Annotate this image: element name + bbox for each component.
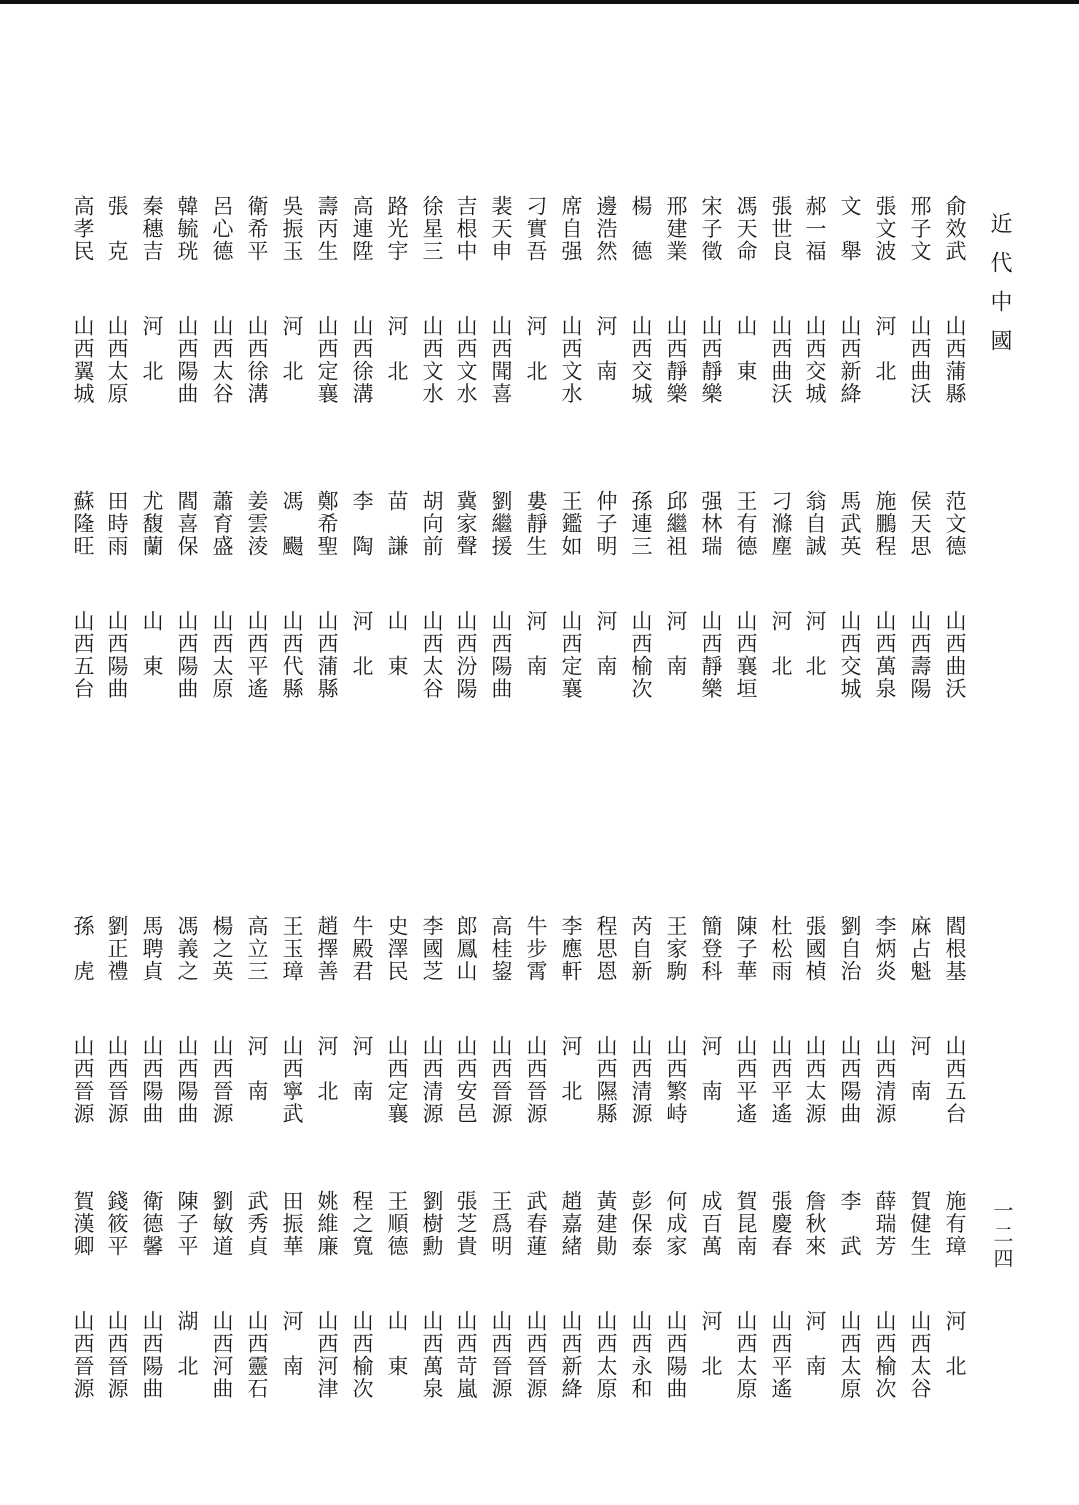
person-name: 張慶春: [769, 1190, 793, 1258]
person-name: 胡向前: [420, 490, 444, 558]
person-origin: 山西平遙: [734, 1035, 758, 1125]
person-origin: 河 南: [664, 610, 688, 678]
person-origin: 山西靜樂: [699, 315, 723, 405]
person-origin: 河 北: [943, 1310, 967, 1378]
person-name: 高立三: [245, 915, 269, 983]
person-origin: 山西襄垣: [734, 610, 758, 700]
person-name: 裴天申: [489, 195, 513, 263]
person-name: 陳子華: [734, 915, 758, 983]
person-name: 邢子文: [908, 195, 932, 263]
person-name: 王有德: [734, 490, 758, 558]
person-name: 麻占魁: [908, 915, 932, 983]
person-name: 刁滌塵: [769, 490, 793, 558]
person-origin: 山西隰縣: [594, 1035, 618, 1125]
person-origin: 山西五台: [943, 1035, 967, 1125]
person-name: 刁實吾: [524, 195, 548, 263]
person-origin: 山西太谷: [908, 1310, 932, 1400]
person-origin: 山西徐溝: [245, 315, 269, 405]
person-name: 高孝民: [71, 195, 95, 263]
person-name: 韓毓珖: [175, 195, 199, 263]
person-name: 田振華: [280, 1190, 304, 1258]
person-origin: 山西陽曲: [664, 1310, 688, 1400]
person-name: 劉自治: [838, 915, 862, 983]
person-origin: 山西靈石: [245, 1310, 269, 1400]
person-origin: 山西榆次: [629, 610, 653, 700]
person-origin: 河 北: [769, 610, 793, 678]
person-name: 孫連三: [629, 490, 653, 558]
person-origin: 山西文水: [454, 315, 478, 405]
person-origin: 山西太谷: [420, 610, 444, 700]
person-name: 楊之英: [210, 915, 234, 983]
person-origin: 山西晉源: [105, 1310, 129, 1400]
person-origin: 山西晉源: [210, 1035, 234, 1125]
person-origin: 山西平遙: [769, 1035, 793, 1125]
person-origin: 山西壽陽: [908, 610, 932, 700]
person-origin: 山西陽曲: [175, 315, 199, 405]
person-origin: 山西太原: [105, 315, 129, 405]
person-origin: 河 北: [559, 1035, 583, 1103]
person-origin: 山西徐溝: [350, 315, 374, 405]
person-origin: 山西陽曲: [140, 1310, 164, 1400]
person-origin: 山西交城: [629, 315, 653, 405]
person-origin: 山西陽曲: [105, 610, 129, 700]
running-header: 近代中國: [987, 212, 1012, 368]
person-origin: 山西晉源: [71, 1035, 95, 1125]
person-name: 馮 颺: [280, 490, 304, 558]
person-name: 蘇隆旺: [71, 490, 95, 558]
person-origin: 山西文水: [559, 315, 583, 405]
person-origin: 河 南: [594, 315, 618, 383]
person-origin: 山西陽曲: [489, 610, 513, 700]
person-name: 詹秋來: [803, 1190, 827, 1258]
person-name: 秦穗吉: [140, 195, 164, 263]
person-name: 翁自誠: [803, 490, 827, 558]
person-origin: 山西繁峙: [664, 1035, 688, 1125]
person-origin: 山西萬泉: [420, 1310, 444, 1400]
person-name: 田時雨: [105, 490, 129, 558]
person-name: 張國楨: [803, 915, 827, 983]
person-origin: 山西新絳: [838, 315, 862, 405]
person-name: 席自强: [559, 195, 583, 263]
person-name: 王鑑如: [559, 490, 583, 558]
person-origin: 山西交城: [803, 315, 827, 405]
person-origin: 河 北: [140, 315, 164, 383]
person-name: 李國芝: [420, 915, 444, 983]
person-origin: 湖 北: [175, 1310, 199, 1378]
person-name: 馬武英: [838, 490, 862, 558]
person-name: 蕭育盛: [210, 490, 234, 558]
person-origin: 河 北: [803, 610, 827, 678]
person-name: 張芝貴: [454, 1190, 478, 1258]
person-name: 路光宇: [385, 195, 409, 263]
person-name: 張文波: [873, 195, 897, 263]
page-number: 一二四: [990, 1200, 1014, 1272]
person-origin: 河 北: [280, 315, 304, 383]
person-name: 施鵬程: [873, 490, 897, 558]
person-origin: 河 北: [524, 315, 548, 383]
person-origin: 河 南: [350, 1035, 374, 1103]
top-border-rule: [0, 0, 1079, 4]
person-name: 仲子明: [594, 490, 618, 558]
person-origin: 山西太谷: [210, 315, 234, 405]
person-name: 馮天命: [734, 195, 758, 263]
person-origin: 山西平遙: [245, 610, 269, 700]
person-name: 劉正禮: [105, 915, 129, 983]
person-origin: 山 東: [385, 610, 409, 678]
person-name: 馮義之: [175, 915, 199, 983]
person-origin: 山 東: [385, 1310, 409, 1378]
person-name: 文 舉: [838, 195, 862, 263]
person-origin: 山西平遙: [769, 1310, 793, 1400]
person-name: 吳振玉: [280, 195, 304, 263]
person-name: 賀昆南: [734, 1190, 758, 1258]
person-origin: 山西聞喜: [489, 315, 513, 405]
person-name: 婁靜生: [524, 490, 548, 558]
person-origin: 山西陽曲: [175, 610, 199, 700]
person-name: 武春蓮: [524, 1190, 548, 1258]
person-origin: 山西清源: [629, 1035, 653, 1125]
person-origin: 山西永和: [629, 1310, 653, 1400]
person-origin: 河 北: [350, 610, 374, 678]
person-name: 李 武: [838, 1190, 862, 1258]
person-origin: 山西定襄: [315, 315, 339, 405]
person-origin: 山 東: [140, 610, 164, 678]
person-name: 衛德馨: [140, 1190, 164, 1258]
person-origin: 山西代縣: [280, 610, 304, 700]
person-origin: 山西清源: [873, 1035, 897, 1125]
person-name: 高桂鋆: [489, 915, 513, 983]
person-origin: 河 南: [803, 1310, 827, 1378]
person-name: 李炳炎: [873, 915, 897, 983]
person-name: 趙嘉緒: [559, 1190, 583, 1258]
person-origin: 山西晉源: [489, 1310, 513, 1400]
person-origin: 山西陽曲: [838, 1035, 862, 1125]
person-origin: 山西汾陽: [454, 610, 478, 700]
person-name: 姜雲淩: [245, 490, 269, 558]
person-origin: 河 南: [908, 1035, 932, 1103]
person-origin: 河 南: [524, 610, 548, 678]
person-name: 張 克: [105, 195, 129, 263]
person-name: 閻根基: [943, 915, 967, 983]
person-origin: 山西榆次: [873, 1310, 897, 1400]
person-origin: 河 南: [280, 1310, 304, 1378]
person-name: 賀漢卿: [71, 1190, 95, 1258]
person-name: 史澤民: [385, 915, 409, 983]
person-name: 劉繼援: [489, 490, 513, 558]
person-origin: 山西晉源: [489, 1035, 513, 1125]
person-origin: 山西五台: [71, 610, 95, 700]
person-name: 衛希平: [245, 195, 269, 263]
person-name: 孫 虎: [71, 915, 95, 983]
person-name: 簡登科: [699, 915, 723, 983]
person-name: 芮自新: [629, 915, 653, 983]
person-origin: 山西陽曲: [140, 1035, 164, 1125]
person-name: 尤馥蘭: [140, 490, 164, 558]
person-name: 陳子平: [175, 1190, 199, 1258]
person-name: 施有璋: [943, 1190, 967, 1258]
person-origin: 山西定襄: [385, 1035, 409, 1125]
person-name: 冀家聲: [454, 490, 478, 558]
person-name: 吉根中: [454, 195, 478, 263]
person-name: 杜松雨: [769, 915, 793, 983]
person-name: 牛殿君: [350, 915, 374, 983]
person-name: 趙擇善: [315, 915, 339, 983]
person-name: 成百萬: [699, 1190, 723, 1258]
person-origin: 山西苛嵐: [454, 1310, 478, 1400]
person-name: 邱繼祖: [664, 490, 688, 558]
person-origin: 河 南: [594, 610, 618, 678]
person-name: 王玉璋: [280, 915, 304, 983]
person-name: 彭保泰: [629, 1190, 653, 1258]
person-name: 壽丙生: [315, 195, 339, 263]
person-name: 馬聘貞: [140, 915, 164, 983]
person-origin: 山西河曲: [210, 1310, 234, 1400]
person-name: 程思恩: [594, 915, 618, 983]
person-name: 楊 德: [629, 195, 653, 263]
person-origin: 山西太源: [803, 1035, 827, 1125]
person-origin: 山西陽曲: [175, 1035, 199, 1125]
person-name: 邢建業: [664, 195, 688, 263]
person-name: 强林瑞: [699, 490, 723, 558]
person-origin: 河 北: [385, 315, 409, 383]
person-origin: 山西太原: [210, 610, 234, 700]
person-name: 王爲明: [489, 1190, 513, 1258]
person-origin: 河 北: [699, 1310, 723, 1378]
person-origin: 山西萬泉: [873, 610, 897, 700]
person-name: 王家駒: [664, 915, 688, 983]
person-origin: 河 北: [873, 315, 897, 383]
person-name: 郎鳳山: [454, 915, 478, 983]
person-origin: 山西交城: [838, 610, 862, 700]
person-origin: 山西清源: [420, 1035, 444, 1125]
person-origin: 河 南: [699, 1035, 723, 1103]
person-origin: 山西太原: [734, 1310, 758, 1400]
person-name: 俞效武: [943, 195, 967, 263]
person-origin: 山西晉源: [524, 1035, 548, 1125]
person-origin: 山西寧武: [280, 1035, 304, 1125]
person-name: 郝一福: [803, 195, 827, 263]
person-name: 黃建勛: [594, 1190, 618, 1258]
person-origin: 山西文水: [420, 315, 444, 405]
person-name: 姚維廉: [315, 1190, 339, 1258]
person-name: 王順德: [385, 1190, 409, 1258]
person-name: 李應軒: [559, 915, 583, 983]
person-origin: 山西太原: [838, 1310, 862, 1400]
person-name: 苗 謙: [385, 490, 409, 558]
person-name: 高連陞: [350, 195, 374, 263]
person-name: 張世良: [769, 195, 793, 263]
person-origin: 山西安邑: [454, 1035, 478, 1125]
person-origin: 山西翼城: [71, 315, 95, 405]
person-origin: 山西太原: [594, 1310, 618, 1400]
person-name: 劉樹勳: [420, 1190, 444, 1258]
person-name: 賀健生: [908, 1190, 932, 1258]
person-origin: 山西晉源: [71, 1310, 95, 1400]
person-origin: 山西蒲縣: [943, 315, 967, 405]
person-origin: 山 東: [734, 315, 758, 383]
person-origin: 山西定襄: [559, 610, 583, 700]
person-name: 劉敏道: [210, 1190, 234, 1258]
person-name: 鄭希聖: [315, 490, 339, 558]
person-name: 李 陶: [350, 490, 374, 558]
person-origin: 山西曲沃: [943, 610, 967, 700]
person-name: 宋子徵: [699, 195, 723, 263]
person-name: 薛瑞芳: [873, 1190, 897, 1258]
person-name: 武秀貞: [245, 1190, 269, 1258]
person-origin: 山西河津: [315, 1310, 339, 1400]
person-origin: 山西蒲縣: [315, 610, 339, 700]
person-origin: 山西靜樂: [664, 315, 688, 405]
person-origin: 山西曲沃: [908, 315, 932, 405]
person-name: 錢筱平: [105, 1190, 129, 1258]
person-origin: 山西靜樂: [699, 610, 723, 700]
person-origin: 山西晉源: [105, 1035, 129, 1125]
person-origin: 山西晉源: [524, 1310, 548, 1400]
person-origin: 山西榆次: [350, 1310, 374, 1400]
person-name: 邊浩然: [594, 195, 618, 263]
person-name: 侯天思: [908, 490, 932, 558]
person-origin: 山西新絳: [559, 1310, 583, 1400]
person-name: 何成家: [664, 1190, 688, 1258]
person-name: 范文德: [943, 490, 967, 558]
person-name: 徐星三: [420, 195, 444, 263]
person-name: 呂心德: [210, 195, 234, 263]
person-origin: 山西曲沃: [769, 315, 793, 405]
person-name: 程之寬: [350, 1190, 374, 1258]
person-origin: 河 北: [315, 1035, 339, 1103]
person-name: 閻喜保: [175, 490, 199, 558]
person-name: 牛步霄: [524, 915, 548, 983]
person-origin: 河 南: [245, 1035, 269, 1103]
